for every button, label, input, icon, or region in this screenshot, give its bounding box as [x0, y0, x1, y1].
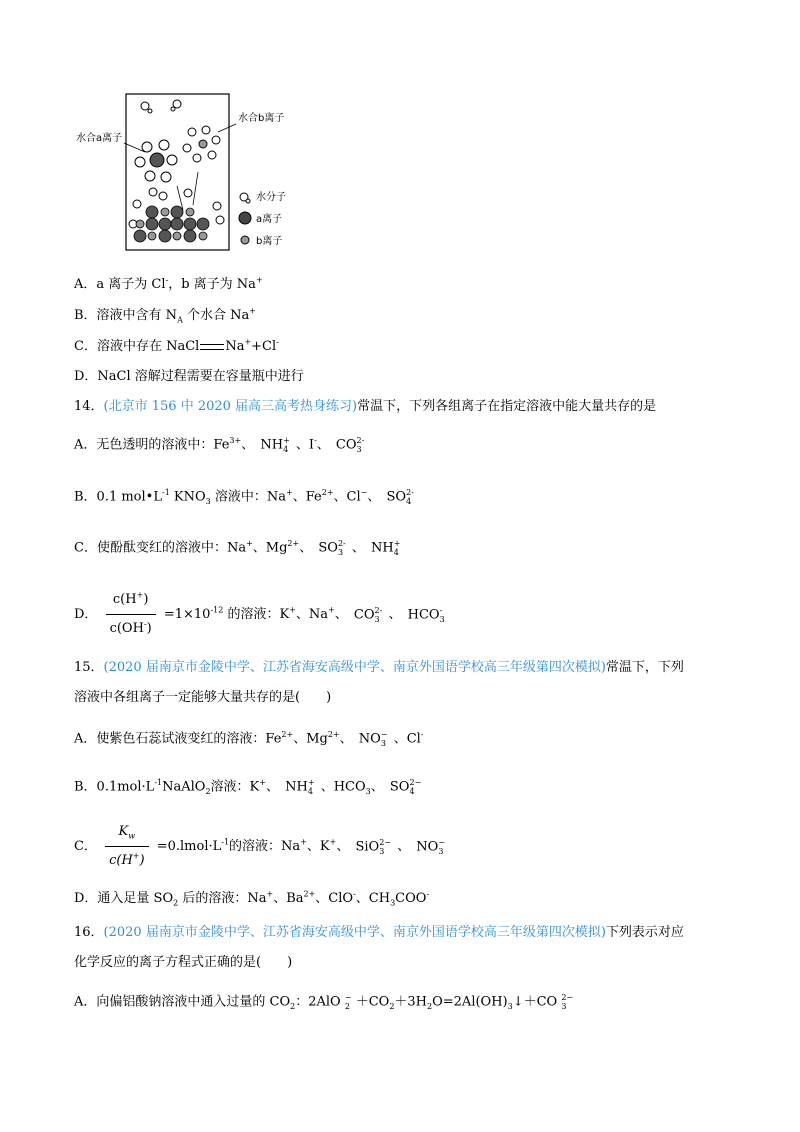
dissolution-diagram	[0, 0, 800, 260]
q13-option-c: C．溶液中存在 NaCl Na++Cl-	[74, 337, 279, 354]
kw-fraction: $\frac{K_w}{c(H^+)}$	[105, 820, 148, 873]
ratio-fraction: $\frac{c(H^+)}{c(OH^-)}$	[106, 588, 156, 641]
label-hydrated-a: 水合a离子	[76, 133, 123, 144]
q13-option-a: A．a 离子为 Cl-，b 离子为 Na+	[74, 275, 263, 292]
q15-option-c: C． $\frac{K_w}{c(H^+)}$ $=0.lmol\cdot L^{-1}$的溶液：Na+、K+、 SiO 2− 3 、 NO − 3	[74, 820, 447, 873]
q13-option-d: D．NaCl 溶解过程需要在容量瓶中进行	[74, 369, 304, 384]
legend-b-label: b离子	[256, 236, 283, 247]
q15-option-b: B．$0.1mol\cdot L^{-1}NaAlO_2$溶液：K+、 NH + 4 、$HCO_3$、 SO 2− 4	[74, 778, 422, 797]
q15-option-a: A．使紫色石蕊试液变红的溶液：$Fe^{2+}$、$Mg^{2+}$、 NO − 3 、Cl-	[74, 730, 424, 748]
q14-stem: 14．(北京市 156 中 2020 届高三高考热身练习)常温下，下列各组离子在指定溶液中能大量共存的是	[74, 399, 657, 414]
q16-source: (2020 届南京市金陵中学、江苏省海安高级中学、南京外国语学校高三年级第四次模拟)	[103, 925, 606, 940]
label-hydrated-b: 水合b离子	[238, 113, 285, 124]
q15-stem-line2: 溶液中各组离子一定能够大量共存的是( )	[74, 690, 332, 705]
q14-option-a: A．无色透明的溶液中：$Fe^{3+}$、 NH + 4 、I-、 CO 2- 3	[74, 436, 365, 454]
hydrated-a-ion-center	[150, 153, 164, 167]
nacl-crystal	[134, 206, 209, 242]
legend-a-icon	[239, 212, 251, 224]
legend-b-icon	[241, 236, 249, 244]
q14-option-d: D． $\frac{c(H^+)}{c(OH^-)}$ $=1\times 10^{-12}$ 的溶液：K+、Na+、 CO 2- 3 、 HCO - 3	[74, 588, 447, 641]
legend-water-label: 水分子	[256, 192, 286, 203]
legend-a-label: a离子	[256, 214, 283, 225]
q15-stem: 15．(2020 届南京市金陵中学、江苏省海安高级中学、南京外国语学校高三年级第四次模拟)常温下，下列	[74, 660, 684, 675]
q16-stem: 16．(2020 届南京市金陵中学、江苏省海安高级中学、南京外国语学校高三年级第四次模拟)下列表示对应	[74, 925, 684, 940]
q14-option-c: C．使酚酞变红的溶液中：Na+、$Mg^{2+}$、 SO 2- 3 、 NH + 4	[74, 539, 401, 557]
equilibrium-arrow-icon	[200, 343, 224, 351]
q13-option-b: B．溶液中含有 $N_A$ 个水合 Na+	[74, 306, 256, 325]
hydrated-b-ion-center	[199, 140, 207, 148]
q16-option-a: A．向偏铝酸钠溶液中通入过量的 $CO_2$：2AlO − 2 $+CO_2+3H_2O=2Al(OH)_3↓+CO$ 2− 3	[74, 993, 574, 1012]
q15-option-d: D．通入足量 $SO_2$ 后的溶液：Na+、$Ba^{2+}$、ClO-、$CH_3COO^-$	[74, 889, 430, 908]
q16-stem-line2: 化学反应的离子方程式正确的是( )	[74, 955, 293, 970]
q15-source: (2020 届南京市金陵中学、江苏省海安高级中学、南京外国语学校高三年级第四次模拟)	[103, 660, 606, 675]
q14-source: (北京市 156 中 2020 届高三高考热身练习)	[103, 399, 358, 414]
q14-option-b: B．0.1 $mol•L^{-1}$ $KNO_3$ 溶液中：Na+、$Fe^{2+}$、Cl−、 SO 2- 4	[74, 488, 414, 507]
